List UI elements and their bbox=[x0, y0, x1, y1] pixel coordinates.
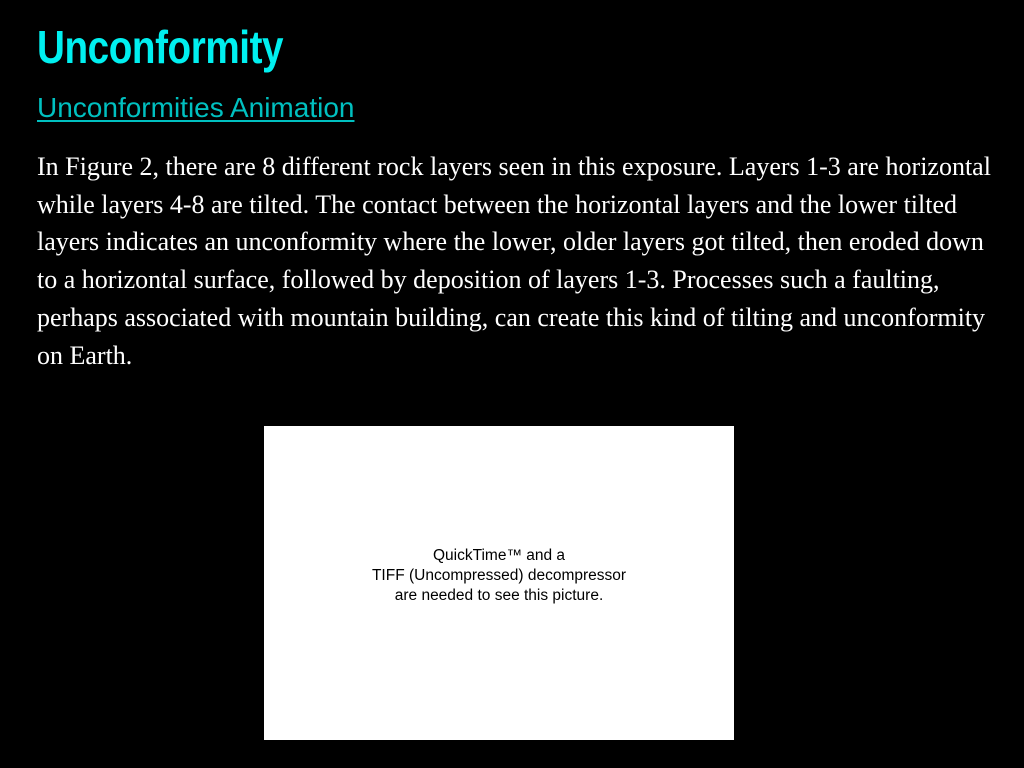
figure-placeholder bbox=[264, 426, 734, 740]
quicktime-message-line-2: TIFF (Uncompressed) decompressor bbox=[371, 567, 627, 584]
slide-title: Unconformity bbox=[37, 21, 284, 73]
quicktime-message-line-1: QuickTime™ and a bbox=[432, 547, 566, 564]
quicktime-message-line-3: are needed to see this picture. bbox=[394, 587, 604, 604]
body-paragraph: In Figure 2, there are 8 different rock layers seen in this exposure. Layers 1-3 are horizontal while layers 4-8 are tilted. The contact between the horizontal layers and the lower tilted layers indicates an unconformity where the lower, older layers got tilted, then eroded down to a horizontal surface, followed by deposition of layers 1-3. Processes such a faulting, perhaps associated with mountain building, can create this kind of tilting and unconformity on Earth. bbox=[37, 152, 991, 370]
quicktime-message bbox=[264, 546, 734, 606]
unconformities-animation-link[interactable]: Unconformities Animation bbox=[37, 92, 355, 123]
